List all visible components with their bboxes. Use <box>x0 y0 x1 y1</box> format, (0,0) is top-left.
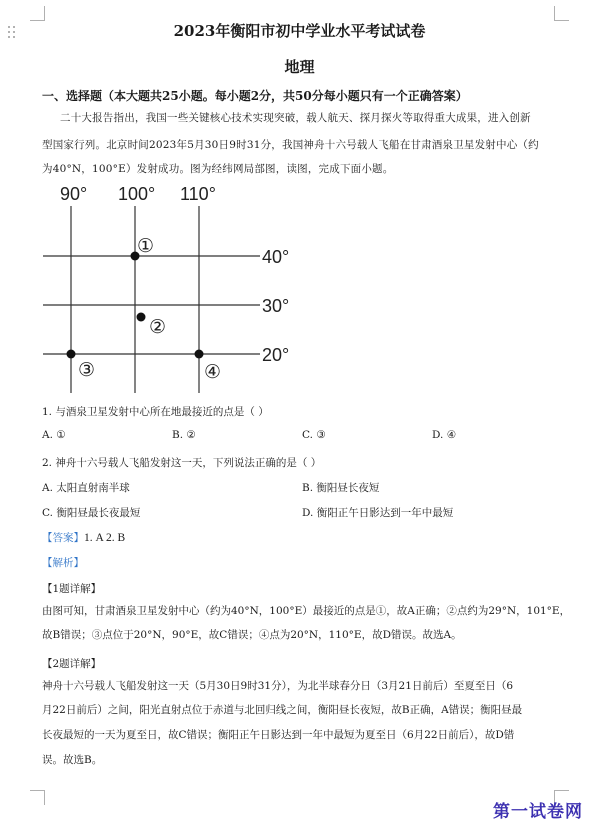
q2-option-a[interactable]: A. 太阳直射南半球 <box>42 482 130 494</box>
q1-detail-line: 由图可知，甘肃酒泉卫星发射中心（约为40°N，100°E）最接近的点是①，故A正确；②点约为29°N，101°E， <box>42 605 571 617</box>
q2-detail-label: 【2题详解】 <box>42 658 102 670</box>
latitude-label: 20° <box>262 345 290 365</box>
point-2-label: ② <box>149 316 167 338</box>
q1-detail-label: 【1题详解】 <box>42 583 102 595</box>
q2-option-c[interactable]: C. 衡阳昼最长夜最短 <box>42 507 141 519</box>
q2-detail-line: 长夜最短的一天为夏至日，故C错误；衡阳正午日影达到一年中最短为夏至日（6月22日前后），故D错 <box>42 729 515 741</box>
longitude-label: 100° <box>118 184 156 204</box>
point-3-label: ③ <box>78 359 96 381</box>
point-2-marker <box>137 313 146 322</box>
point-1-label: ① <box>137 235 155 257</box>
intro-line: 型国家行列。北京时间2023年5月30日9时31分，我国神舟十六号载人飞船在甘肃酒泉卫星发射中心（约 <box>42 139 539 151</box>
analysis-label: 【解析】 <box>42 557 84 569</box>
page-corner-mark <box>30 790 45 805</box>
point-4-marker <box>195 350 204 359</box>
question-1-stem: 1. 与酒泉卫星发射中心所在地最接近的点是（ ） <box>42 406 269 418</box>
document-title: 2023年衡阳市初中学业水平考试试卷 <box>173 22 426 40</box>
q2-detail-line: 月22日前后）之间，阳光直射点位于赤道与北回归线之间，衡阳昼长夜短，故B正确，A错误；衡阳昼最 <box>42 704 523 716</box>
page-corner-mark <box>554 6 569 21</box>
q1-option-a[interactable]: A. ① <box>42 429 66 441</box>
answer-row <box>42 530 125 545</box>
question-2-stem: 2. 神舟十六号载人飞船发射这一天，下列说法正确的是（ ） <box>42 457 322 469</box>
subject-title: 地理 <box>284 58 315 76</box>
intro-line: 为40°N，100°E）发射成功。图为经纬网局部图，读图，完成下面小题。 <box>42 163 394 175</box>
longitude-label: 110° <box>180 184 216 204</box>
q1-option-c[interactable]: C. ③ <box>302 429 326 441</box>
q1-detail-line: 故B错误；③点位于20°N，90°E，故C错误；④点为20°N，110°E，故D错误。故选A。 <box>42 629 462 641</box>
q1-option-b[interactable]: B. ② <box>172 429 196 441</box>
page-corner-mark <box>30 6 45 21</box>
section-heading: 一、选择题（本大题共25小题。每小题2分，共50分每小题只有一个正确答案） <box>42 89 468 103</box>
q2-detail-line: 误。故选B。 <box>42 754 103 766</box>
q2-option-d[interactable]: D. 衡阳正午日影达到一年中最短 <box>302 507 454 519</box>
point-3-marker <box>67 350 76 359</box>
intro-line: 二十大报告指出，我国一些关键核心技术实现突破，载人航天、探月探火等取得重大成果，进入创新 <box>60 112 531 124</box>
latitude-label: 30° <box>262 296 290 316</box>
longitude-label: 90° <box>60 184 88 204</box>
q2-detail-line: 神舟十六号载人飞船发射这一天（5月30日9时31分），为北半球春分日（3月21日前后）至夏至日（6 <box>42 680 514 692</box>
lat-lon-grid-figure <box>38 178 308 393</box>
q2-option-b[interactable]: B. 衡阳昼长夜短 <box>302 482 380 494</box>
q1-option-d[interactable]: D. ④ <box>432 429 457 441</box>
latitude-label: 40° <box>262 247 290 267</box>
watermark-logo[interactable]: 第一试卷网 <box>493 802 583 822</box>
answer-label: 【答案】 <box>42 532 84 544</box>
answer-text: 1. A 2. B <box>84 532 126 544</box>
point-4-label: ④ <box>204 361 222 383</box>
